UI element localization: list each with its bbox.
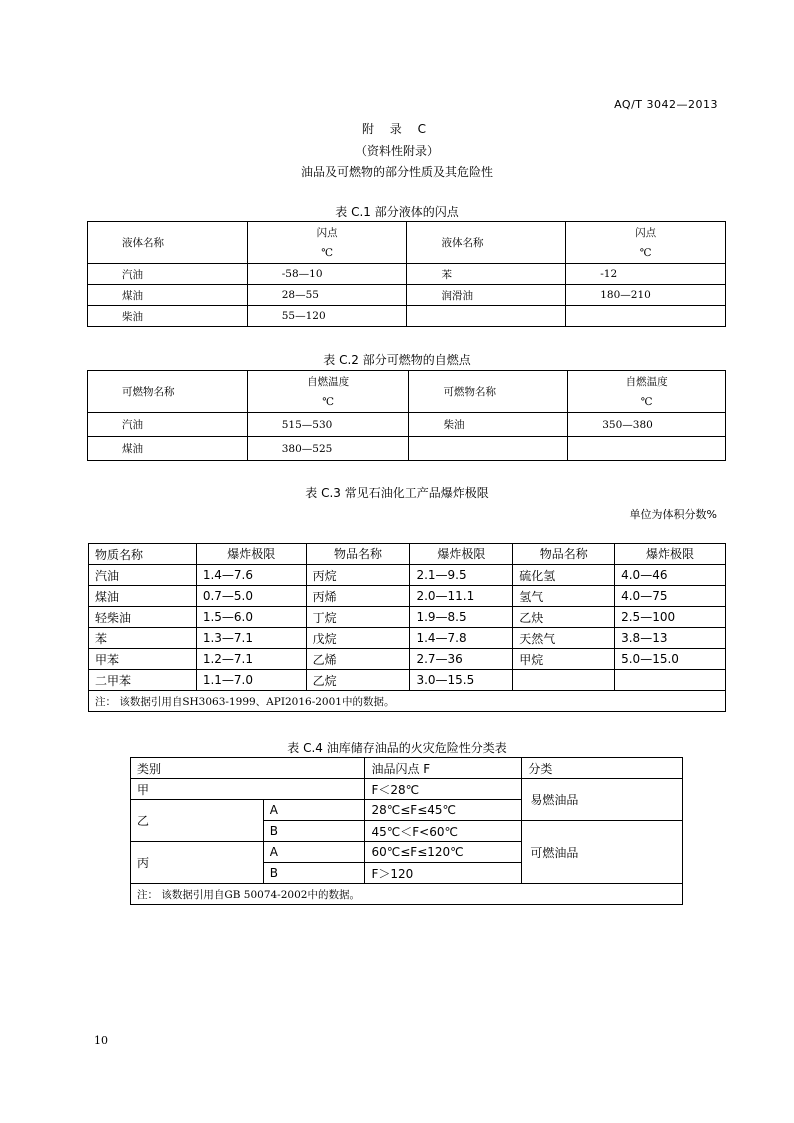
cell: 丁烷 (306, 607, 410, 628)
header-cell: 物品名称 (306, 544, 410, 565)
cell: 乙烷 (306, 670, 410, 691)
cell: 煤油 (89, 586, 197, 607)
cell: 0.7—5.0 (196, 586, 306, 607)
header-cell: 类别 (131, 758, 365, 779)
category-cell: 甲 (131, 779, 365, 800)
table-row (89, 628, 726, 649)
cell: 柴油 (88, 306, 248, 327)
cell: 180—210 (566, 285, 726, 306)
cell: 润滑油 (407, 285, 566, 306)
table-row (88, 264, 726, 285)
cell: 甲烷 (513, 649, 615, 670)
table-row (88, 437, 726, 461)
cell: 2.0—11.1 (410, 586, 513, 607)
cell: 5.0—15.0 (615, 649, 726, 670)
cell: -12 (566, 264, 726, 285)
header-cell: 物品名称 (513, 544, 615, 565)
table-c3-caption: 表 C.3 常见石油化工产品爆炸极限 (305, 486, 489, 500)
flash-cell: F＞120 (365, 863, 522, 884)
category-cell: 丙 (131, 842, 264, 884)
header-cell: 爆炸极限 (196, 544, 306, 565)
cell: 380—525 (247, 437, 409, 461)
cell: 汽油 (88, 413, 248, 437)
cell: 天然气 (513, 628, 615, 649)
cell: 28—55 (247, 285, 407, 306)
table-row (131, 779, 683, 800)
cell: 3.8—13 (615, 628, 726, 649)
table-row (89, 649, 726, 670)
cell: 1.5—6.0 (196, 607, 306, 628)
header-cell: 可燃物名称 (88, 371, 248, 413)
table-row (88, 222, 726, 264)
cell: 甲苯 (89, 649, 197, 670)
cell: -58—10 (247, 264, 407, 285)
cell: 丙烷 (306, 565, 410, 586)
flash-label: 闪点 (316, 226, 338, 239)
table-row (89, 565, 726, 586)
cell: 1.9—8.5 (410, 607, 513, 628)
cell: 1.1—7.0 (196, 670, 306, 691)
subcategory-cell: A (263, 800, 365, 821)
table-c4-caption: 表 C.4 油库储存油品的火灾危险性分类表 (287, 741, 507, 755)
cell (568, 437, 726, 461)
header-cell (247, 222, 407, 264)
header-cell (566, 222, 726, 264)
header-cell: 液体名称 (88, 222, 248, 264)
cell: 二甲苯 (89, 670, 197, 691)
cell: 戊烷 (306, 628, 410, 649)
subcategory-cell: A (263, 842, 365, 863)
cell: 柴油 (409, 413, 568, 437)
cell: 煤油 (88, 285, 248, 306)
header-cell: 可燃物名称 (409, 371, 568, 413)
header-cell: 爆炸极限 (410, 544, 513, 565)
table-c1 (87, 221, 726, 327)
unit-label: ℃ (322, 395, 334, 408)
cell: 1.4—7.6 (196, 565, 306, 586)
cell: 1.2—7.1 (196, 649, 306, 670)
table-c4 (130, 757, 683, 905)
table-note-row (131, 884, 683, 905)
header-cell: 物质名称 (89, 544, 197, 565)
cell: 515—530 (247, 413, 409, 437)
unit-note: 单位为体积分数% (629, 508, 717, 521)
appendix-title: 附 录 C (361, 122, 432, 136)
class-cell: 可燃油品 (522, 821, 683, 884)
cell: 3.0—15.5 (410, 670, 513, 691)
table-note: 注： 该数据引用自GB 50074-2002中的数据。 (131, 884, 683, 905)
table-c2-caption: 表 C.2 部分可燃物的自燃点 (323, 353, 471, 367)
unit-label: ℃ (639, 246, 652, 259)
cell: 1.4—7.8 (410, 628, 513, 649)
cell: 4.0—46 (615, 565, 726, 586)
flash-cell: 60℃≤F≤120℃ (365, 842, 522, 863)
cell: 硫化氢 (513, 565, 615, 586)
standard-number: AQ/T 3042—2013 (614, 98, 718, 111)
cell: 4.0—75 (615, 586, 726, 607)
header-cell (247, 371, 409, 413)
table-c1-caption: 表 C.1 部分液体的闪点 (335, 205, 459, 219)
cell (615, 670, 726, 691)
table-row (131, 758, 683, 779)
appendix-type: （资料性附录） (354, 144, 439, 158)
flash-cell: 45℃＜F<60℃ (365, 821, 522, 842)
table-row (89, 544, 726, 565)
cell: 乙炔 (513, 607, 615, 628)
table-row (89, 607, 726, 628)
unit-label: ℃ (640, 395, 653, 408)
temp-label: 自燃温度 (625, 375, 668, 388)
flash-cell: 28℃≤F≤45℃ (365, 800, 522, 821)
cell: 轻柴油 (89, 607, 197, 628)
cell: 汽油 (89, 565, 197, 586)
cell: 乙烯 (306, 649, 410, 670)
cell: 2.5—100 (615, 607, 726, 628)
cell: 苯 (407, 264, 566, 285)
temp-label: 自燃温度 (307, 375, 350, 388)
cell: 2.7—36 (410, 649, 513, 670)
unit-label: ℃ (321, 246, 333, 259)
appendix-heading: 油品及可燃物的部分性质及其危险性 (300, 165, 493, 179)
table-row (88, 413, 726, 437)
header-cell (568, 371, 726, 413)
table-note-row (89, 691, 726, 712)
class-cell: 易燃油品 (522, 779, 683, 821)
header-cell: 油品闪点 F (365, 758, 522, 779)
category-cell: 乙 (131, 800, 264, 842)
cell: 汽油 (88, 264, 248, 285)
cell: 2.1—9.5 (410, 565, 513, 586)
table-note: 注： 该数据引用自SH3063-1999、API2016-2001中的数据。 (89, 691, 726, 712)
flash-cell: F＜28℃ (365, 779, 522, 800)
table-c3 (88, 543, 726, 712)
table-row (89, 586, 726, 607)
cell: 1.3—7.1 (196, 628, 306, 649)
cell (566, 306, 726, 327)
cell: 氢气 (513, 586, 615, 607)
page-number: 10 (94, 1034, 108, 1047)
table-row (89, 670, 726, 691)
subcategory-cell: B (263, 863, 365, 884)
table-c2 (87, 370, 726, 461)
cell: 350—380 (568, 413, 726, 437)
cell: 煤油 (88, 437, 248, 461)
cell (409, 437, 568, 461)
table-row (88, 285, 726, 306)
subcategory-cell: B (263, 821, 365, 842)
header-cell: 液体名称 (407, 222, 566, 264)
cell (513, 670, 615, 691)
header-cell: 分类 (522, 758, 683, 779)
cell: 55—120 (247, 306, 407, 327)
cell: 丙烯 (306, 586, 410, 607)
cell: 苯 (89, 628, 197, 649)
header-cell: 爆炸极限 (615, 544, 726, 565)
cell (407, 306, 566, 327)
table-row (88, 306, 726, 327)
flash-label: 闪点 (635, 226, 657, 239)
table-row (88, 371, 726, 413)
